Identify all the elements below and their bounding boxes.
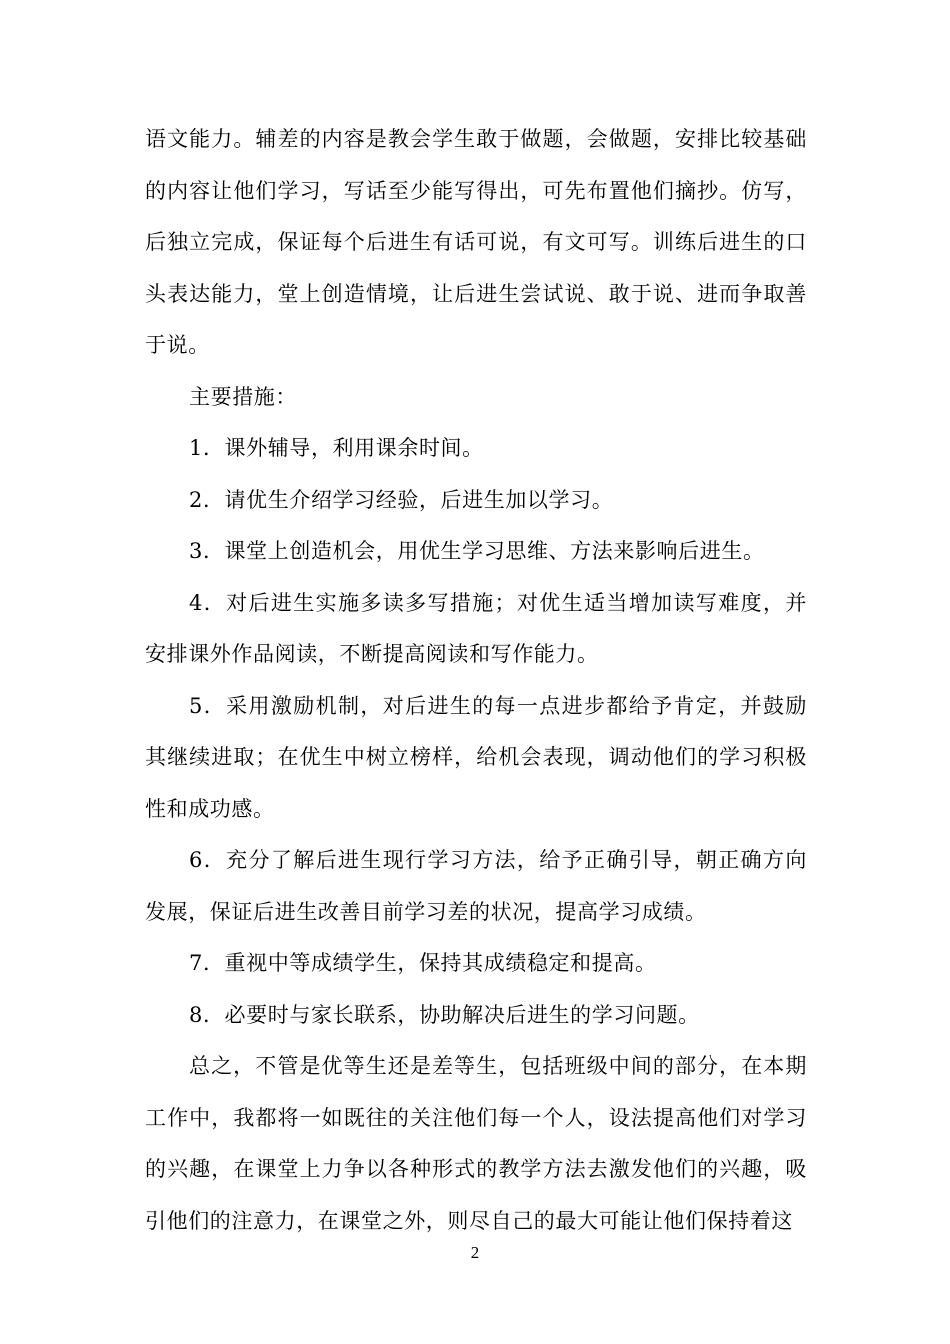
page-number: 2 bbox=[470, 1243, 480, 1262]
paragraph-measure-1: 1．课外辅导，利用课余时间。 bbox=[189, 436, 484, 460]
paragraph-measure-4: 4．对后进生实施多读多写措施；对优生适当增加读写难度，并安排课外作品阅读，不断提高阅读和写作能力。 bbox=[145, 590, 807, 666]
paragraph-measure-2: 2．请优生介绍学习经验，后进生加以学习。 bbox=[189, 487, 614, 512]
paragraph-measures-heading: 主要措施： bbox=[189, 384, 297, 409]
paragraph-measure-6: 6．充分了解后进生现行学习方法，给予正确引导，朝正确方向发展，保证后进生改善目前学习差的状况，提高学习成绩。 bbox=[145, 848, 807, 924]
paragraph-measure-8: 8．必要时与家长联系，协助解决后进生的学习问题。 bbox=[189, 1002, 700, 1027]
paragraph-continued-text: 语文能力。辅差的内容是教会学生敢于做题，会做题，安排比较基础的内容让他们学习，写话至少能写得出，可先布置他们摘抄。仿写，后独立完成，保证每个后进生有话可说，有文可写。训练后进生的口头表达能力，堂上创造情境，让后进生尝试说、敢于说、进而争取善于说。 bbox=[145, 127, 807, 357]
paragraph-measure-3: 3．课堂上创造机会，用优生学习思维、方法来影响后进生。 bbox=[189, 539, 765, 563]
document-body bbox=[145, 114, 807, 1247]
paragraph-measure-5: 5．采用激励机制，对后进生的每一点进步都给予肯定，并鼓励其继续进取；在优生中树立榜样，给机会表现，调动他们的学习积极性和成功感。 bbox=[145, 693, 807, 821]
paragraph-conclusion: 总之，不管是优等生还是差等生，包括班级中间的部分，在本期工作中，我都将一如既往的关注他们每一个人，设法提高他们对学习的兴趣，在课堂上力争以各种形式的教学方法去激发他们的兴趣，吸引他们的注意力，在课堂之外，则尽自己的最大可能让他们保持着这 bbox=[145, 1054, 807, 1233]
paragraph-measure-7: 7．重视中等成绩学生，保持其成绩稳定和提高。 bbox=[189, 951, 657, 975]
